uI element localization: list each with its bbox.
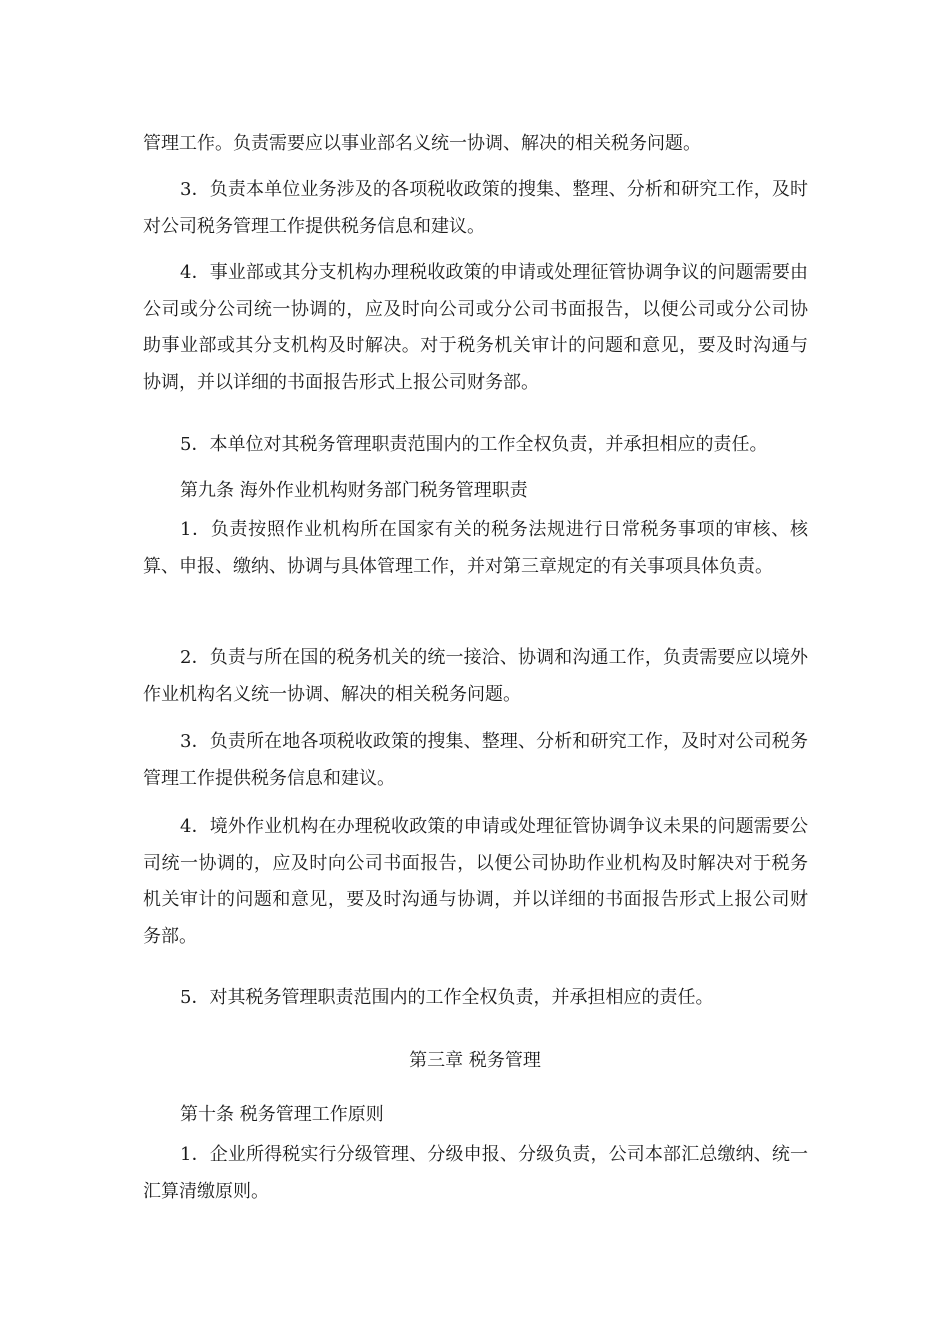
paragraph-continuation: 管理工作。负责需要应以事业部名义统一协调、解决的相关税务问题。 xyxy=(143,133,701,154)
paragraph-9-1: 1．负责按照作业机构所在国家有关的税务法规进行日常税务事项的审核、核算、申报、缴纳、协调与具体管理工作，并对第三章规定的有关事项具体负责。 xyxy=(143,519,808,577)
paragraph-9-3: 3．负责所在地各项税收政策的搜集、整理、分析和研究工作，及时对公司税务管理工作提供税务信息和建议。 xyxy=(143,731,808,789)
chapter-heading: 第三章 税务管理 xyxy=(409,1050,541,1071)
paragraph-8-3: 3．负责本单位业务涉及的各项税收政策的搜集、整理、分析和研究工作，及时对公司税务管理工作提供税务信息和建议。 xyxy=(143,179,808,237)
article-9-heading: 第九条 海外作业机构财务部门税务管理职责 xyxy=(180,480,528,501)
paragraph-8-5: 5．本单位对其税务管理职责范围内的工作全权负责，并承担相应的责任。 xyxy=(180,434,768,455)
paragraph-9-2: 2．负责与所在国的税务机关的统一接洽、协调和沟通工作，负责需要应以境外作业机构名义统一协调、解决的相关税务问题。 xyxy=(143,647,808,705)
paragraph-8-4: 4．事业部或其分支机构办理税收政策的申请或处理征管协调争议的问题需要由公司或分公司统一协调的，应及时向公司或分公司书面报告，以便公司或分公司协助事业部或其分支机构及时解决。对于税务机关审计的问题和意见，要及时沟通与协调，并以详细的书面报告形式上报公司财务部。 xyxy=(143,262,808,393)
article-10-heading: 第十条 税务管理工作原则 xyxy=(180,1104,384,1125)
paragraph-9-5: 5．对其税务管理职责范围内的工作全权负责，并承担相应的责任。 xyxy=(180,987,714,1008)
paragraph-10-1: 1．企业所得税实行分级管理、分级申报、分级负责，公司本部汇总缴纳、统一汇算清缴原则。 xyxy=(143,1144,808,1202)
paragraph-9-4: 4．境外作业机构在办理税收政策的申请或处理征管协调争议未果的问题需要公司统一协调的，应及时向公司书面报告，以便公司协助作业机构及时解决对于税务机关审计的问题和意见，要及时沟通与协调，并以详细的书面报告形式上报公司财务部。 xyxy=(143,816,808,947)
